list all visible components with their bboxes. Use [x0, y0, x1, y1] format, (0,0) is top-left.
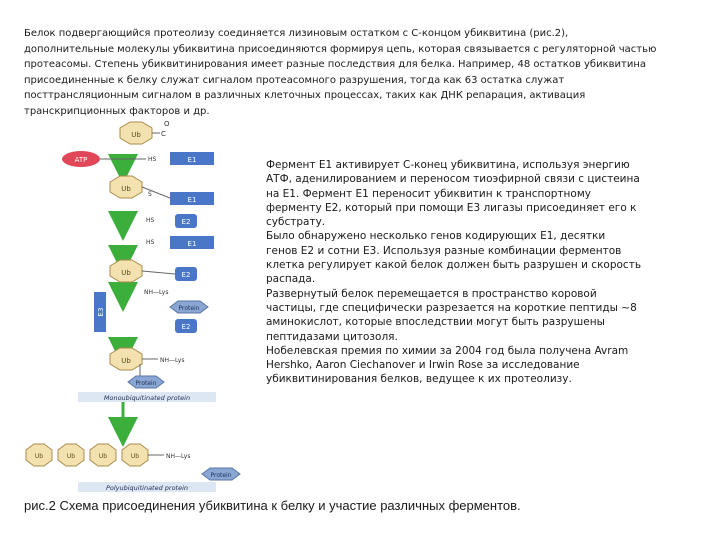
intro-line: протеасомы. Степень убиквитинирования имеет разные последствия для белка. Например, 48 остатков убиквитина [24, 59, 647, 70]
lysine-label: NH—Lys [144, 289, 169, 296]
description-line: ферменту Е2, который при помощи Е3 лигазы присоединяет его к [266, 201, 637, 214]
intro-line: дополнительные молекулы убиквитина присоединяются формируя цепь, которая связывается с регуляторной частью [24, 43, 657, 55]
description-line: клетка регулирует какой белок должен быть разрушен и скорость [266, 259, 642, 272]
oxygen-label: O [164, 120, 170, 128]
description-line: убиквитинирования белков, ведущее к их протеолизу. [266, 373, 572, 386]
description-line: Фермент E1 активирует С-конец убиквитина, используя энергию [266, 159, 630, 171]
poly-label: Polyubiquitinated protein [105, 484, 189, 492]
e1-label: E1 [187, 196, 197, 204]
e1-label: E1 [187, 240, 197, 248]
e2-label: E2 [181, 323, 191, 331]
description-line: Нобелевская премия по химии за 2004 год была получена Avram [266, 344, 629, 357]
ubiquitin-chain [26, 444, 240, 480]
description-line: Было обнаружено несколько генов кодирующих Е1, десятки [266, 230, 606, 243]
e2-label: E2 [181, 218, 191, 226]
ubiquitin-label: Ub [130, 453, 140, 460]
description-line: Hershko, Aaron Ciechanover и Irwin Rose за исследование [266, 359, 580, 372]
enzyme-description [266, 158, 706, 387]
description-line: аминокислот, которые впоследствии могут быть разрушены [266, 316, 605, 329]
description-line: пептидазами цитозоля. [266, 330, 398, 343]
description-line: субстрату. [266, 216, 326, 229]
carbon-label: C [161, 130, 166, 138]
protein-label: Protein [178, 305, 200, 312]
ubiquitination-diagram [20, 114, 260, 494]
protein-label: Protein [135, 380, 157, 387]
ubiquitination-diagram-svg [20, 114, 260, 494]
hs-label: HS [146, 217, 155, 224]
ubiquitin-label: Ub [121, 185, 131, 193]
e2-label: E2 [181, 271, 191, 279]
ubiquitin-label: Ub [121, 269, 131, 277]
protein-label: Protein [210, 472, 232, 479]
atp-label: ATP [74, 156, 88, 164]
e3-label: E3 [97, 307, 105, 317]
ubiquitin-label: Ub [131, 131, 141, 139]
description-line: распада. [266, 273, 316, 286]
intro-line: Белок подвергающийся протеолизу соединяется лизиновым остатком с С-концом убиквитина (рис.2), [24, 28, 569, 39]
intro-paragraph [24, 26, 696, 119]
description-line: АТФ, аденилированием и переносом тиоэфирной связи с цистеина [266, 173, 640, 186]
bond-line [142, 271, 175, 274]
description-line: частицы, где специфически разрезается на короткие пептиды ~8 [266, 301, 637, 314]
lysine-label: NH—Lys [166, 453, 191, 460]
ubiquitin-label: Ub [121, 357, 131, 365]
sulfur-label: S [148, 191, 152, 198]
e1-label: E1 [187, 156, 197, 164]
intro-line: посттрансляционным сигналом в различных клеточных процессах, таких как ДНК репарация, активация [24, 90, 586, 101]
ubiquitin-label: Ub [66, 453, 76, 460]
ubiquitin-label: Ub [34, 453, 44, 460]
intro-line: транскрипционных факторов и др. [24, 105, 210, 117]
ubiquitin-label: Ub [98, 453, 108, 460]
hs-label: HS [148, 156, 157, 163]
intro-line: присоединенные к белку служат сигналом протеасомного разрушения, тогда как 63 остатка служат [24, 74, 565, 86]
figure-caption: рис.2 Схема присоединения убиквитина к белку и участие различных ферментов. [24, 498, 521, 513]
description-line: на Е1. Фермент Е1 переносит убиквитин к транспортному [266, 187, 591, 200]
description-line: Развернутый белок перемещается в пространство коровой [266, 287, 597, 300]
lysine-label: NH—Lys [160, 357, 185, 364]
mono-label: Monoubiquitinated protein [103, 394, 191, 402]
description-line: генов Е2 и сотни Е3. Используя разные комбинации ферментов [266, 244, 622, 257]
bond-line [142, 187, 170, 198]
hs-label: HS [146, 239, 155, 246]
